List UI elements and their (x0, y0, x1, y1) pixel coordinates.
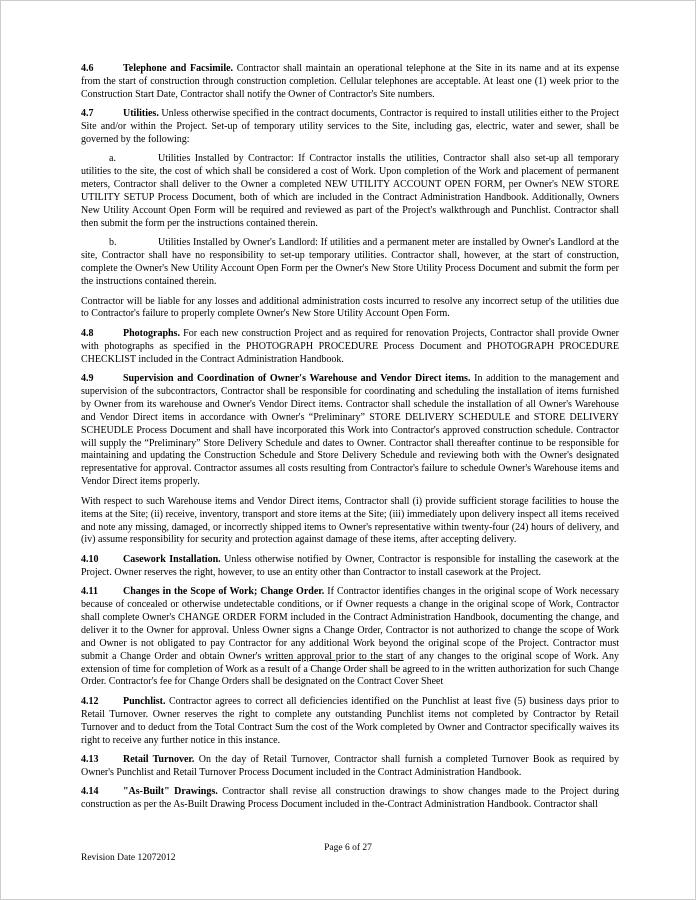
section-4-12-number: 4.12 (81, 695, 99, 707)
section-4-10-body: Unless otherwise notified by Owner, Contractor is responsible for installing the casework at the Project. Owner reserves the right, however, to use an entity other than Contractor to install casework at the Project. (81, 553, 619, 578)
section-4-6-body: Contractor shall maintain an operational telephone at the Site in its name and at its expense from the start of construction through construction completion. Cellular telephones are acceptable. At least one (1) week prior to the Construction Start Date, Contractor shall notify the Owner of Contractor's Site numbers. (81, 63, 620, 100)
section-4-9-number: 4.9 (81, 373, 94, 385)
section-4-10 (81, 554, 619, 580)
section-4-14-body: Contractor shall revise all construction drawings to show changes made to the Project during construction as per the As-Built Drawing Process Document included in the-Contract Administration Handbook. Contractor shall (81, 786, 620, 811)
section-4-7-heading: Utilities. (123, 108, 159, 120)
page-number: Page 6 of 27 (324, 843, 372, 853)
paragraph-warehouse-items (81, 496, 619, 548)
section-4-12-body: Contractor agrees to correct all deficiencies identified on the Punchlist at least five (5) business days prior to Retail Turnover. Owner reserves the right to complete any outstanding Punchlist items not completed by Contractor by Retail Turnover and to deduct from the Total Contract Sum the cost of the Work completed by Owner and Contractor specifically waives its right to receive any further notice in this instance. (81, 695, 620, 746)
section-4-14-heading: "As-Built" Drawings. (123, 786, 218, 798)
section-4-13-body: On the day of Retail Turnover, Contractor shall furnish a completed Turnover Book as required by Owner's Punchlist and Retail Turnover Process Document included in the Contract Administration Handbook. (81, 754, 620, 778)
section-4-13 (81, 754, 619, 780)
section-4-7-number: 4.7 (81, 108, 94, 120)
section-4-12-heading: Punchlist. (123, 695, 166, 707)
subsection-4-7-a (81, 153, 619, 230)
subsection-4-7-a-body: Utilities Installed by Contractor: If Contractor installs the utilities, Contractor shall also set-up all temporary utilities to the site, the cost of which shall be considered a cost of Work. Upon completion of the Work and placement of permanent meters, Contractor shall deliver to the Owner a completed NEW UTILITY ACCOUNT OPEN FORM, per Owner's NEW STORE UTILITY SETUP Process Document, both of which are included in the Contract Administration Handbook. Additionally, Owners New Utility Account Open Form will be required and reviewed as part of the Project's walkthrough and Punchlist. Contractor shall then submit the form per the instructions contained therein. (81, 153, 619, 229)
paragraph-utilities-liability (81, 296, 619, 322)
section-4-14-number: 4.14 (81, 786, 99, 798)
section-4-10-number: 4.10 (81, 553, 99, 565)
section-4-13-heading: Retail Turnover. (123, 754, 195, 765)
section-4-9 (81, 373, 619, 489)
section-4-9-body: In addition to the management and supervision of the subcontractors, Contractor shall be responsible for coordinating and scheduling the installation of items furnished by Owner from its warehouse and Owner's Vendor Direct items. Contractor shall schedule the installation of all Owner's Warehouse and Vendor Direct items in accordance with Owner's “Preliminary” STORE DELIVERY SCHEDULE and STORE DELIVERY SCHEUDLE Process Document and shall have incorporated this Work into Contractor's approved construction schedule. Contractor will supply the “Preliminary” Store Delivery Schedule and dates to Owner. Contractor shall thereafter continue to be responsible for maintaining and updating the Construction Schedule and Store Delivery Schedule and reviewing both with the Owner's designated representative for approval. Contractor assumes all costs resulting from Contractor's failure to schedule Owner's Warehouse items and Vendor Direct items properly. (81, 373, 619, 488)
subsection-4-7-a-letter: a. (109, 153, 116, 165)
subsection-4-7-b-letter: b. (109, 237, 117, 249)
section-4-6-number: 4.6 (81, 63, 94, 74)
paragraph-utilities-liability-body: Contractor will be liable for any losses and additional administration costs incurred to resolve any incorrect setup of the utilities due to Contractor's failure to properly complete Owner's New Store Utility Account Open Form. (81, 295, 619, 320)
document-content (81, 63, 619, 819)
subsection-4-7-b-body: Utilities Installed by Owner's Landlord: If utilities and a permanent meter are installed by Owner's Landlord at the site, Contractor shall have no responsibility to set-up temporary utilities. Contractor shall, however, at the start of construction, complete the Owner's New Utility Account Open Form per the Owner's New Store Utility Process Document and submit the form per the instructions contained therein. (81, 237, 619, 288)
paragraph-warehouse-items-body: With respect to such Warehouse items and Vendor Direct items, Contractor shall (i) provide sufficient storage facilities to house the items at the Site; (ii) receive, inventory, transport and store items at the Site; (iii) immediately upon delivery inspect all items received and note any missing, damaged, or incorrectly shipped items to Owner's representative within twenty-four (24) hours of delivery, and (iv) assume responsibility for security and protection against damage of these items, after accepting delivery. (81, 495, 619, 546)
section-4-8-number: 4.8 (81, 327, 94, 339)
section-4-8-body: For each new construction Project and as required for renovation Projects, Contractor shall provide Owner with photographs as specified in the PHOTOGRAPH PROCEDURE Process Document and PHOTOGRAPH PROCEDURE CHECKLIST included in the Contract Administration Handbook. (81, 327, 619, 365)
section-4-14 (81, 786, 619, 812)
section-4-11-heading: Changes in the Scope of Work; Change Order. (123, 586, 325, 598)
section-4-9-heading: Supervision and Coordination of Owner's Warehouse and Vendor Direct items. (123, 373, 471, 385)
section-4-7 (81, 108, 619, 147)
section-4-6 (81, 63, 619, 102)
revision-date: Revision Date 12072012 (81, 853, 176, 863)
section-4-6-heading: Telephone and Facsimile. (123, 63, 234, 74)
section-4-11-body-before: If Contractor identifies changes in the original scope of Work necessary because of concealed or otherwise undetectable conditions, or if Owner requests a change in the original scope of Work, Contractor shall complete Owner's CHANGE ORDER FORM included in the Contract Administration Handbook, documenting the change, and deliver it to the Owner for approval. Unless Owner signs a Change Order, Contractor is not authorized to change the scope of Work and Owner is not obligated to pay Contractor for any additional Work beyond the original scope of the Project. Contractor must submit a Change Order and obtain Owner's (81, 586, 619, 662)
section-4-8 (81, 328, 619, 367)
section-4-11-number: 4.11 (81, 586, 98, 598)
section-4-8-heading: Photographs. (123, 327, 180, 339)
section-4-11-underlined-phrase: written approval prior to the start (264, 650, 404, 662)
subsection-4-7-b (81, 237, 619, 289)
section-4-11 (81, 586, 619, 689)
section-4-10-heading: Casework Installation. (123, 553, 221, 565)
section-4-12 (81, 696, 619, 748)
section-4-7-body: Unless otherwise specified in the contract documents, Contractor is required to install utilities either to the Project Site and/or within the Project. Set-up of temporary utility services to the Site, including gas, electric, water and sewer, shall be governed by the following: (81, 108, 620, 146)
section-4-13-number: 4.13 (81, 754, 99, 765)
section-4-11-body-after: of any changes to the original scope of Work. Any extension of time for completion of Work as a result of a Change Order shall be agreed to in the written authorization for such Change Order. Contractor's fee for Change Orders shall be designated on the Contract Cover Sheet (81, 650, 620, 688)
